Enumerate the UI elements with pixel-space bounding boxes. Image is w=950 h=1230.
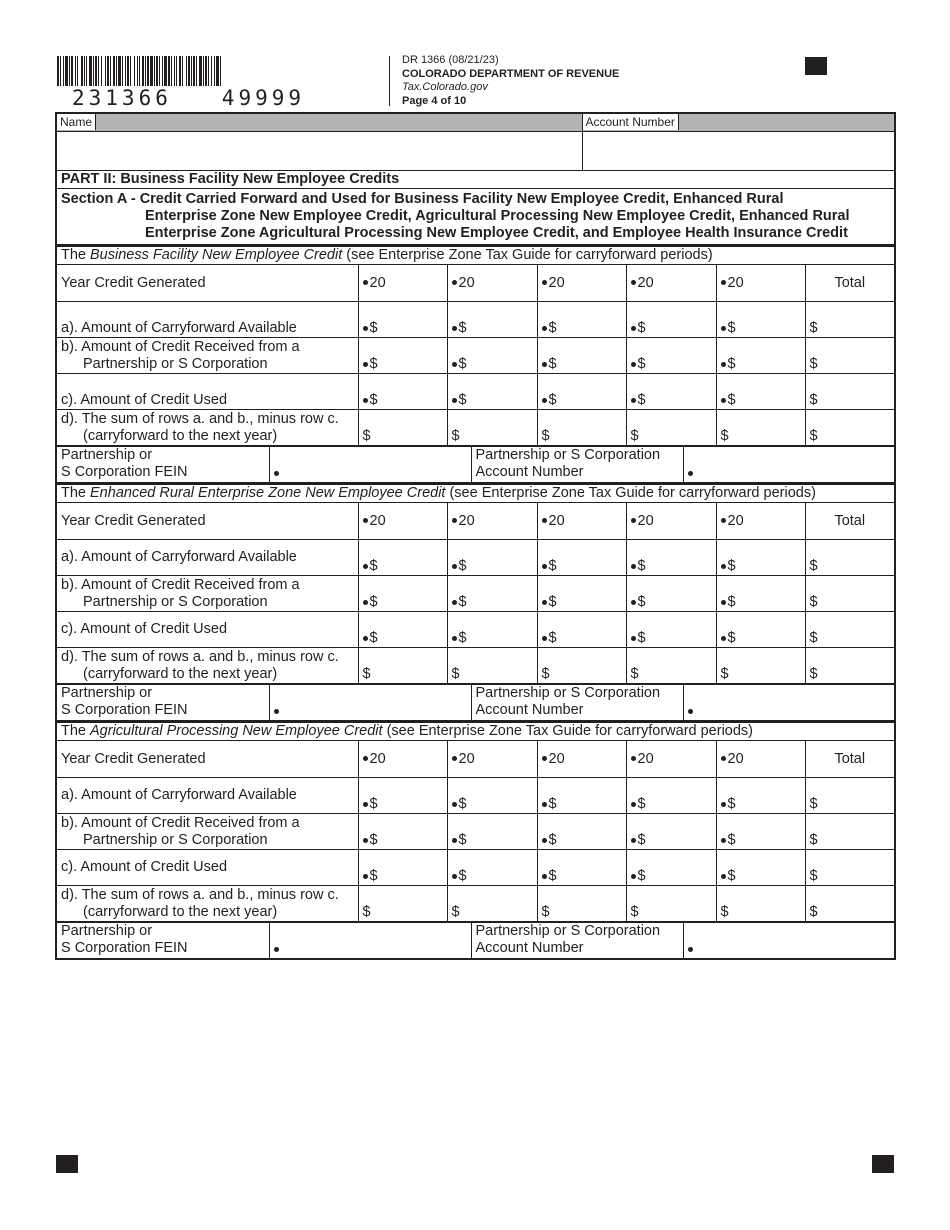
row-b-year-1-field[interactable]: $: [358, 338, 447, 374]
required-bullet-icon: [631, 600, 636, 605]
row-a-year-1-field[interactable]: $: [358, 778, 447, 814]
partnership-account-number-field[interactable]: [683, 447, 895, 483]
row-a-year-4-field[interactable]: $: [626, 540, 716, 576]
required-bullet-icon: [721, 398, 726, 403]
required-bullet-icon: [363, 874, 368, 879]
fein-label: Partnership or S Corporation FEIN: [56, 685, 269, 721]
identity-table: [55, 112, 896, 245]
total-header: Total: [805, 265, 895, 302]
year-field-3[interactable]: 20: [537, 503, 626, 540]
partnership-account-number-field[interactable]: [683, 685, 895, 721]
fein-field[interactable]: [269, 923, 471, 960]
required-bullet-icon: [452, 874, 457, 879]
part-title: PART II: Business Facility New Employee Credits: [56, 171, 895, 189]
required-bullet-icon: [631, 874, 636, 879]
required-bullet-icon: [721, 600, 726, 605]
row-c-year-4-field[interactable]: $: [626, 612, 716, 648]
row-b-year-2-field[interactable]: $: [447, 338, 537, 374]
row-c-label: c). Amount of Credit Used: [56, 850, 358, 886]
row-b-label: b). Amount of Credit Received from a Partnership or S Corporation: [56, 338, 358, 374]
row-a-label: a). Amount of Carryforward Available: [56, 302, 358, 338]
row-b: [56, 338, 895, 374]
row-d-year-1-field[interactable]: $: [358, 410, 447, 446]
required-bullet-icon: [631, 280, 636, 285]
required-bullet-icon: [542, 398, 547, 403]
row-c-year-5-field[interactable]: $: [716, 374, 805, 410]
row-a: [56, 540, 895, 576]
required-bullet-icon: [452, 398, 457, 403]
required-bullet-icon: [452, 326, 457, 331]
row-b-year-1-field[interactable]: $: [358, 576, 447, 612]
row-c: [56, 612, 895, 648]
fein-table: [55, 684, 896, 721]
row-a-year-4-field[interactable]: $: [626, 778, 716, 814]
required-bullet-icon: [721, 518, 726, 523]
year-label: Year Credit Generated: [56, 503, 358, 540]
name-field[interactable]: [56, 132, 582, 171]
row-a-year-1-field[interactable]: $: [358, 302, 447, 338]
row-c-year-1-field[interactable]: $: [358, 850, 447, 886]
row-c-label: c). Amount of Credit Used: [56, 374, 358, 410]
fein-label: Partnership or S Corporation FEIN: [56, 923, 269, 960]
name-label: Name: [57, 114, 96, 130]
account-label: Account Number: [583, 114, 679, 130]
fein-table: [55, 446, 896, 483]
row-c-year-4-field[interactable]: $: [626, 850, 716, 886]
required-bullet-icon: [542, 802, 547, 807]
fein-field[interactable]: [269, 447, 471, 483]
barcode: [57, 56, 309, 86]
year-field-2[interactable]: 20: [447, 741, 537, 778]
row-d-year-4-field[interactable]: $: [626, 410, 716, 446]
row-d-year-2-field[interactable]: $: [447, 648, 537, 684]
row-a-year-1-field[interactable]: $: [358, 540, 447, 576]
required-bullet-icon: [452, 518, 457, 523]
row-d: [56, 886, 895, 922]
year-field-3[interactable]: 20: [537, 741, 626, 778]
required-bullet-icon: [688, 947, 693, 952]
row-d-label: d). The sum of rows a. and b., minus row c. (carryforward to the next year): [56, 410, 358, 446]
row-b-year-2-field[interactable]: $: [447, 814, 537, 850]
year-field-2[interactable]: 20: [447, 265, 537, 302]
year-field-4[interactable]: 20: [626, 265, 716, 302]
row-d-year-2-field[interactable]: $: [447, 410, 537, 446]
row-a-label: a). Amount of Carryforward Available: [56, 540, 358, 576]
row-c-year-5-field[interactable]: $: [716, 612, 805, 648]
required-bullet-icon: [688, 709, 693, 714]
website: Tax.Colorado.gov: [402, 81, 488, 93]
row-c: [56, 374, 895, 410]
row-a-year-3-field[interactable]: $: [537, 540, 626, 576]
required-bullet-icon: [363, 838, 368, 843]
form-header: [402, 54, 619, 108]
year-row: [56, 265, 895, 302]
row-d-total-field[interactable]: $: [805, 648, 895, 684]
required-bullet-icon: [452, 802, 457, 807]
row-d-label: d). The sum of rows a. and b., minus row c. (carryforward to the next year): [56, 886, 358, 922]
row-d-total-field[interactable]: $: [805, 886, 895, 922]
row-b-year-5-field[interactable]: $: [716, 814, 805, 850]
account-number-label: Partnership or S Corporation Account Number: [471, 685, 683, 721]
year-field-4[interactable]: 20: [626, 741, 716, 778]
row-a-year-2-field[interactable]: $: [447, 302, 537, 338]
required-bullet-icon: [631, 518, 636, 523]
account-header: [582, 113, 895, 132]
year-row: [56, 741, 895, 778]
required-bullet-icon: [274, 471, 279, 476]
required-bullet-icon: [721, 280, 726, 285]
row-a-year-2-field[interactable]: $: [447, 540, 537, 576]
row-c-total-field[interactable]: $: [805, 612, 895, 648]
required-bullet-icon: [363, 802, 368, 807]
year-row: [56, 503, 895, 540]
fein-label: Partnership or S Corporation FEIN: [56, 447, 269, 483]
required-bullet-icon: [542, 280, 547, 285]
row-a: [56, 302, 895, 338]
total-header: Total: [805, 503, 895, 540]
row-c-year-4-field[interactable]: $: [626, 374, 716, 410]
required-bullet-icon: [542, 362, 547, 367]
row-d-year-1-field[interactable]: $: [358, 886, 447, 922]
row-c-year-2-field[interactable]: $: [447, 850, 537, 886]
required-bullet-icon: [542, 564, 547, 569]
row-d-year-1-field[interactable]: $: [358, 648, 447, 684]
required-bullet-icon: [452, 838, 457, 843]
year-field-1[interactable]: 20: [358, 265, 447, 302]
row-b: [56, 576, 895, 612]
row-c-year-1-field[interactable]: $: [358, 374, 447, 410]
year-field-5[interactable]: 20: [716, 503, 805, 540]
required-bullet-icon: [363, 326, 368, 331]
year-field-1[interactable]: 20: [358, 741, 447, 778]
row-a: [56, 778, 895, 814]
section-a-title: Section A - Credit Carried Forward and Used for Business Facility New Employee Credit, Enhanced Rural Enterprise Zone New Employee Credit, Agricultural Processing New Employee Credit, Enhanced Rural Enterprise Zone Agricultural Processing New Employee Credit, and Employee Health Insurance Credit: [56, 189, 895, 245]
row-b-year-5-field[interactable]: $: [716, 576, 805, 612]
row-c-year-3-field[interactable]: $: [537, 850, 626, 886]
row-b-year-4-field[interactable]: $: [626, 814, 716, 850]
account-number-label: Partnership or S Corporation Account Number: [471, 447, 683, 483]
row-a-year-3-field[interactable]: $: [537, 302, 626, 338]
required-bullet-icon: [688, 471, 693, 476]
required-bullet-icon: [274, 947, 279, 952]
row-b-label: b). Amount of Credit Received from a Partnership or S Corporation: [56, 814, 358, 850]
row-b-year-3-field[interactable]: $: [537, 814, 626, 850]
required-bullet-icon: [363, 280, 368, 285]
department-name: COLORADO DEPARTMENT OF REVENUE: [402, 67, 620, 80]
required-bullet-icon: [721, 362, 726, 367]
required-bullet-icon: [542, 518, 547, 523]
row-b: [56, 814, 895, 850]
row-c-label: c). Amount of Credit Used: [56, 612, 358, 648]
registration-mark-bottom-left: [56, 1155, 78, 1173]
row-a-label: a). Amount of Carryforward Available: [56, 778, 358, 814]
row-b-total-field[interactable]: $: [805, 576, 895, 612]
row-d-year-2-field[interactable]: $: [447, 886, 537, 922]
required-bullet-icon: [721, 564, 726, 569]
required-bullet-icon: [542, 874, 547, 879]
required-bullet-icon: [631, 362, 636, 367]
registration-mark-bottom-right: [872, 1155, 894, 1173]
row-d-year-3-field[interactable]: $: [537, 886, 626, 922]
row-d: [56, 410, 895, 446]
row-c-year-2-field[interactable]: $: [447, 374, 537, 410]
year-field-5[interactable]: 20: [716, 741, 805, 778]
required-bullet-icon: [452, 362, 457, 367]
row-a-total-field[interactable]: $: [805, 778, 895, 814]
row-b-year-5-field[interactable]: $: [716, 338, 805, 374]
credit-title: The Enhanced Rural Enterprise Zone New Employee Credit (see Enterprise Zone Tax Guide for carryforward periods): [56, 484, 895, 503]
account-number-field[interactable]: [582, 132, 895, 171]
row-d: [56, 648, 895, 684]
required-bullet-icon: [721, 838, 726, 843]
partnership-account-number-field[interactable]: [683, 923, 895, 960]
header-divider: [389, 56, 390, 106]
row-d-year-5-field[interactable]: $: [716, 410, 805, 446]
row-a-total-field[interactable]: $: [805, 540, 895, 576]
credit-table-3: [55, 721, 896, 922]
row-c-year-1-field[interactable]: $: [358, 612, 447, 648]
row-d-total-field[interactable]: $: [805, 410, 895, 446]
fein-table: [55, 922, 896, 960]
page-number: Page 4 of 10: [402, 94, 467, 107]
row-d-label: d). The sum of rows a. and b., minus row c. (carryforward to the next year): [56, 648, 358, 684]
required-bullet-icon: [363, 600, 368, 605]
required-bullet-icon: [542, 838, 547, 843]
required-bullet-icon: [363, 564, 368, 569]
row-a-year-4-field[interactable]: $: [626, 302, 716, 338]
required-bullet-icon: [542, 326, 547, 331]
required-bullet-icon: [721, 756, 726, 761]
row-c: [56, 850, 895, 886]
row-b-year-2-field[interactable]: $: [447, 576, 537, 612]
row-c-total-field[interactable]: $: [805, 374, 895, 410]
row-b-year-3-field[interactable]: $: [537, 338, 626, 374]
required-bullet-icon: [363, 636, 368, 641]
credit-title: The Agricultural Processing New Employee Credit (see Enterprise Zone Tax Guide for carryforward periods): [56, 722, 895, 741]
total-header: Total: [805, 741, 895, 778]
row-d-year-4-field[interactable]: $: [626, 886, 716, 922]
required-bullet-icon: [452, 636, 457, 641]
fein-field[interactable]: [269, 685, 471, 721]
required-bullet-icon: [631, 564, 636, 569]
year-field-1[interactable]: 20: [358, 503, 447, 540]
row-d-year-3-field[interactable]: $: [537, 648, 626, 684]
required-bullet-icon: [721, 802, 726, 807]
required-bullet-icon: [631, 398, 636, 403]
required-bullet-icon: [452, 600, 457, 605]
required-bullet-icon: [631, 636, 636, 641]
row-d-year-3-field[interactable]: $: [537, 410, 626, 446]
year-field-2[interactable]: 20: [447, 503, 537, 540]
required-bullet-icon: [363, 756, 368, 761]
row-d-year-5-field[interactable]: $: [716, 886, 805, 922]
required-bullet-icon: [452, 280, 457, 285]
row-d-year-4-field[interactable]: $: [626, 648, 716, 684]
required-bullet-icon: [542, 636, 547, 641]
year-field-5[interactable]: 20: [716, 265, 805, 302]
barcode-number: 231366 49999: [72, 86, 306, 110]
required-bullet-icon: [721, 874, 726, 879]
required-bullet-icon: [274, 709, 279, 714]
row-a-year-5-field[interactable]: $: [716, 540, 805, 576]
credit-table-1: [55, 245, 896, 446]
required-bullet-icon: [631, 756, 636, 761]
year-label: Year Credit Generated: [56, 741, 358, 778]
row-c-year-3-field[interactable]: $: [537, 374, 626, 410]
row-a-year-5-field[interactable]: $: [716, 302, 805, 338]
required-bullet-icon: [542, 600, 547, 605]
required-bullet-icon: [363, 518, 368, 523]
required-bullet-icon: [452, 756, 457, 761]
row-b-year-4-field[interactable]: $: [626, 576, 716, 612]
row-d-year-5-field[interactable]: $: [716, 648, 805, 684]
row-a-year-3-field[interactable]: $: [537, 778, 626, 814]
row-b-label: b). Amount of Credit Received from a Partnership or S Corporation: [56, 576, 358, 612]
required-bullet-icon: [542, 756, 547, 761]
row-b-total-field[interactable]: $: [805, 338, 895, 374]
row-b-year-3-field[interactable]: $: [537, 576, 626, 612]
row-c-year-5-field[interactable]: $: [716, 850, 805, 886]
row-b-year-4-field[interactable]: $: [626, 338, 716, 374]
form-frame: [55, 112, 894, 960]
required-bullet-icon: [631, 326, 636, 331]
row-b-total-field[interactable]: $: [805, 814, 895, 850]
year-field-3[interactable]: 20: [537, 265, 626, 302]
required-bullet-icon: [631, 838, 636, 843]
required-bullet-icon: [631, 802, 636, 807]
account-number-label: Partnership or S Corporation Account Number: [471, 923, 683, 960]
form-id: DR 1366 (08/21/23): [402, 54, 499, 66]
row-c-year-3-field[interactable]: $: [537, 612, 626, 648]
row-a-year-5-field[interactable]: $: [716, 778, 805, 814]
required-bullet-icon: [721, 636, 726, 641]
required-bullet-icon: [721, 326, 726, 331]
name-header: [56, 113, 582, 132]
required-bullet-icon: [452, 564, 457, 569]
row-a-total-field[interactable]: $: [805, 302, 895, 338]
credit-sections: [55, 245, 894, 960]
required-bullet-icon: [363, 362, 368, 367]
credit-title: The Business Facility New Employee Credit (see Enterprise Zone Tax Guide for carryforward periods): [56, 246, 895, 265]
year-field-4[interactable]: 20: [626, 503, 716, 540]
registration-mark-top-right: [805, 57, 827, 75]
row-c-total-field[interactable]: $: [805, 850, 895, 886]
credit-table-2: [55, 483, 896, 684]
year-label: Year Credit Generated: [56, 265, 358, 302]
row-c-year-2-field[interactable]: $: [447, 612, 537, 648]
row-a-year-2-field[interactable]: $: [447, 778, 537, 814]
required-bullet-icon: [363, 398, 368, 403]
row-b-year-1-field[interactable]: $: [358, 814, 447, 850]
